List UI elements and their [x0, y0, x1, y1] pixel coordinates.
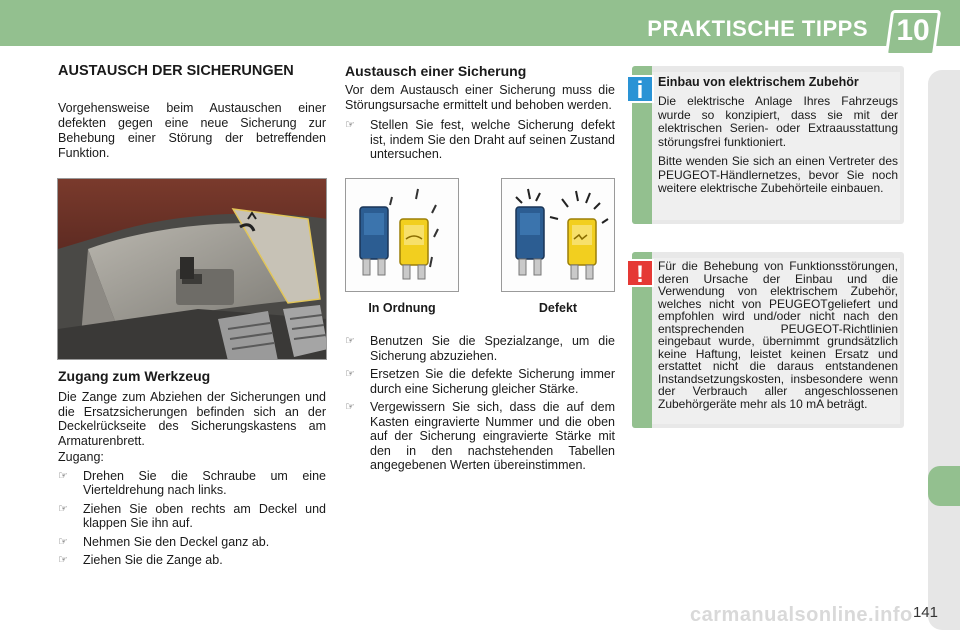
access-lead: Zugang:	[58, 450, 104, 464]
fuse-ok-label: In Ordnung	[368, 301, 436, 315]
replace-intro-text	[345, 83, 615, 162]
pedal-left	[218, 311, 278, 360]
hand-pointer-icon: ☞	[345, 401, 355, 413]
list-item: ☞ Ziehen Sie die Zange ab.	[58, 553, 223, 567]
chapter-number: 10	[896, 14, 930, 47]
fuse-blue-icon	[360, 207, 388, 275]
list-item: ☞ Vergewissern Sie sich, dass die auf dem Kasten eingravierte Nummer und die oben auf der Sicherung eingravierte Stärke mit den in den nachstehenden Tabellen angegebenen Werten übereinstimmen.	[345, 400, 615, 472]
info-paragraph: Die elektrische Anlage Ihres Fahrzeugs wurde so konzipiert, dass sie mit der elektrischen Serien- oder Extraausstattung störungsfrei funktioniert.	[658, 94, 898, 149]
tool-access-text	[58, 390, 326, 568]
hand-pointer-icon: ☞	[58, 469, 68, 482]
section-heading-fuses: AUSTAUSCH DER SICHERUNGEN	[58, 63, 294, 79]
list-item: ☞ Stellen Sie fest, welche Sicherung defekt ist, indem Sie den Draht auf seinen Zustand untersuchen.	[345, 118, 615, 161]
list-item: ☞ Ziehen Sie oben rechts am Deckel und klappen Sie ihn auf.	[58, 501, 326, 530]
warning-icon: !	[626, 259, 654, 287]
fuse-yellow-icon	[568, 219, 596, 279]
page-number: 141	[912, 604, 938, 621]
hand-pointer-icon: ☞	[58, 502, 68, 515]
hand-pointer-icon: ☞	[58, 554, 68, 566]
info-icon: i	[626, 75, 654, 103]
chapter-side-tab[interactable]	[928, 466, 960, 506]
replace-intro: Vor dem Austausch einer Sicherung muss die Störungsursache ermittelt und behoben werden.	[345, 83, 615, 112]
info-title: Einbau von elektrischem Zubehör	[658, 75, 859, 89]
hand-pointer-icon: ☞	[345, 368, 355, 380]
info-paragraph: Bitte wenden Sie sich an einen Vertreter des PEUGEOT-Händlernetzes, bevor Sie noch weitere elektrische Zubehörteile einbauen.	[658, 154, 898, 195]
list-item: ☞ Benutzen Sie die Spezialzange, um die Sicherung abzuziehen.	[345, 334, 615, 363]
section-heading-replace: Austausch einer Sicherung	[345, 63, 527, 79]
section-heading-tool: Zugang zum Werkzeug	[58, 368, 211, 384]
hand-pointer-icon: ☞	[345, 335, 355, 347]
fuse-defect-illustration	[501, 178, 615, 292]
replace-steps	[345, 330, 615, 473]
fuse-blue-icon	[516, 207, 544, 275]
tool-body: Die Zange zum Abziehen der Sicherungen und die Ersatzsicherungen befinden sich an der Deckelrückseite des Sicherungskastens am Armaturenbrett.	[58, 390, 326, 448]
info-panel-text	[658, 75, 898, 202]
dashboard-image	[58, 179, 327, 360]
section-intro: Vorgehensweise beim Austauschen einer defekten gegen eine neue Sicherung zur Behebung einer Störung der betreffenden Funktion.	[58, 101, 326, 160]
list-item: ☞ Nehmen Sie den Deckel ganz ab.	[58, 534, 270, 549]
side-strip	[928, 70, 960, 630]
warning-text: Für die Behebung von Funktionsstörungen, deren Ursache der Einbau und die Verwendung von elektrischem Zubehör, welches nicht von PEUGEOTgeliefert und empfohlen wird und/oder nicht nach den entsprechenden PEUGEOT-Richtlinien eingebaut wurde, übernimmt grundsätzlich keine Haftung, leistet keinen Ersatz und erstattet nicht die daraus entstandenen Instandsetzungskosten, insbesondere wenn der Verbrauch aller angeschlossenen Zubehörgeräte mehr als 10 mA beträgt.	[658, 259, 898, 411]
list-item: ☞ Ersetzen Sie die defekte Sicherung immer durch eine Sicherung gleicher Stärke.	[345, 367, 615, 396]
fuse-defect-label: Defekt	[538, 301, 578, 315]
hand-pointer-icon: ☞	[345, 119, 355, 131]
fuse-ok-illustration	[345, 178, 459, 292]
page-title: PRAKTISCHE TIPPS	[647, 16, 868, 41]
fuse-box-photo	[57, 178, 327, 360]
fuse-yellow-icon	[400, 219, 428, 279]
hand-pointer-icon: ☞	[58, 535, 68, 548]
list-item: ☞ Drehen Sie die Schraube um eine Vierteldrehung nach links.	[58, 468, 326, 497]
watermark: carmanualsonline.info	[690, 604, 913, 626]
